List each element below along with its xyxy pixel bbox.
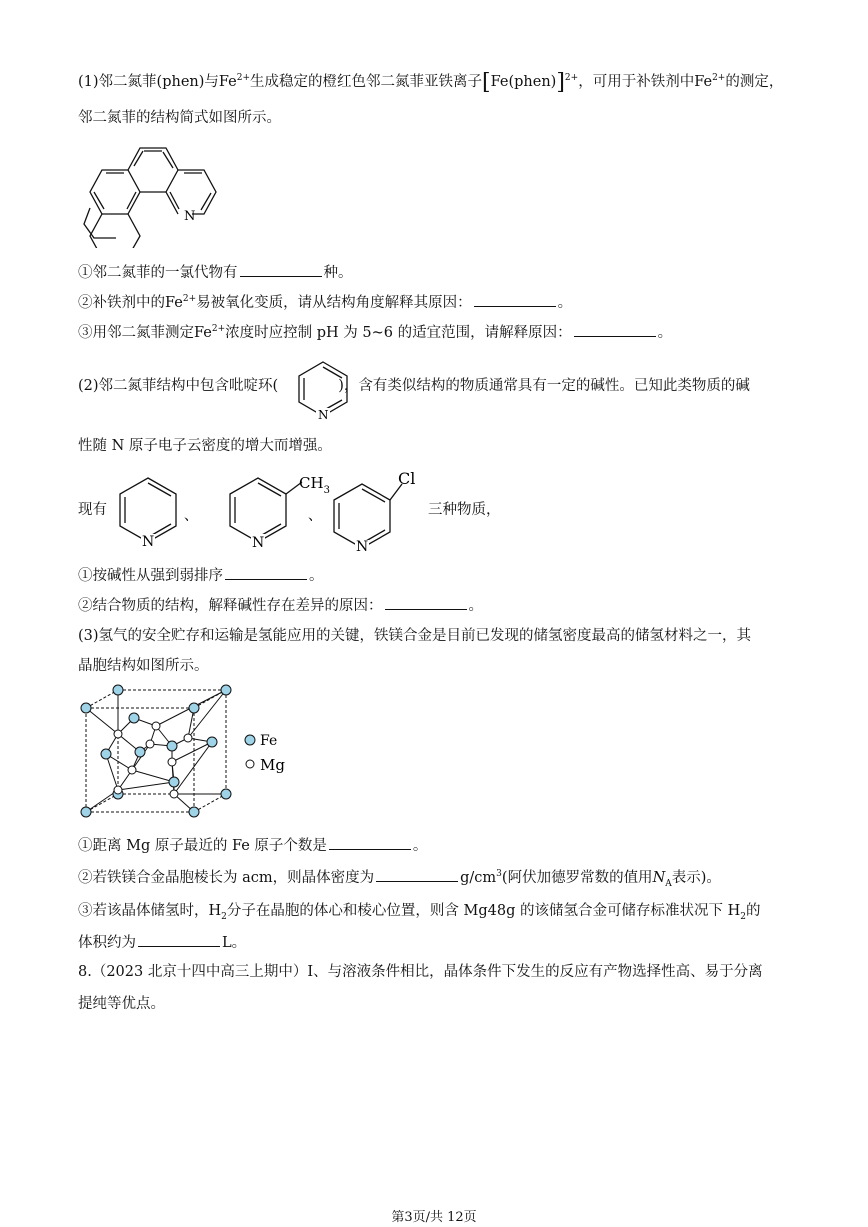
cell-edge — [86, 708, 118, 734]
answer-blank[interactable] — [138, 932, 220, 947]
q2-line1 — [78, 376, 798, 396]
text: 分子在晶胞的体心和棱心位置，则含 Mg48g 的该储氢合金可储存标准状况下 H — [226, 903, 741, 919]
subscript: A — [665, 878, 672, 889]
answer-blank[interactable] — [329, 835, 411, 850]
q8-line1: 8.（2023 北京十四中高三上期中）I、与溶液条件相比，晶体条件下发生的反应有产物选择性高、易于分离 — [78, 964, 763, 980]
fe-atom — [189, 703, 199, 713]
text: 。 — [557, 295, 573, 311]
fe-atom — [81, 807, 91, 817]
n-atom: N — [142, 534, 155, 550]
cell-edge — [118, 782, 174, 790]
mg-atom — [184, 734, 192, 742]
superscript: 2+ — [211, 324, 226, 335]
fe-atom — [169, 777, 179, 787]
ch-text: CH — [299, 474, 324, 492]
text: (2)邻二氮菲结构中包含吡啶环( — [78, 378, 279, 394]
page-footer: 第3页/共 12页 — [391, 1210, 477, 1225]
q2-three: 三种物质， — [428, 502, 501, 518]
mg-atom — [114, 730, 122, 738]
text: L。 — [222, 935, 247, 951]
subscript: 2 — [221, 911, 227, 922]
mg-atom — [168, 758, 176, 766]
cell-atoms — [81, 685, 231, 817]
methyl-label — [299, 474, 330, 496]
superscript: 2+ — [712, 73, 726, 84]
text: 的 — [745, 903, 761, 919]
n-atom: N — [356, 539, 369, 552]
text: (阿伏加德罗常数的值用 — [501, 870, 653, 886]
mg-atom — [128, 766, 136, 774]
text: (1)邻二氮菲(phen)与Fe — [78, 74, 237, 90]
legend-fe-label: Fe — [260, 733, 278, 749]
text: ①按碱性从强到弱排序 — [78, 568, 223, 584]
text: 。 — [412, 838, 428, 854]
answer-blank[interactable] — [225, 565, 307, 580]
q1-item3 — [78, 322, 798, 343]
n-atom: N — [252, 535, 265, 551]
text: ，可用于补铁剂中Fe — [578, 74, 713, 90]
crystal-cell — [78, 682, 298, 818]
q2-item1 — [78, 565, 798, 586]
separator: 、 — [184, 508, 198, 524]
fe-atom — [189, 807, 199, 817]
answer-blank[interactable] — [574, 322, 656, 337]
answer-blank[interactable] — [385, 595, 467, 610]
n-atom: N — [318, 408, 329, 420]
fe-atom — [135, 747, 145, 757]
text: 生成稳定的橙红色邻二氮菲亚铁离子 — [250, 74, 483, 90]
text: 表示)。 — [671, 870, 721, 886]
text: ①距离 Mg 原子最近的 Fe 原子个数是 — [78, 838, 327, 854]
fe-atom — [101, 749, 111, 759]
bracket-right: ] — [556, 70, 565, 95]
legend-mg-marker — [246, 760, 254, 768]
chlorine-label: Cl — [398, 470, 416, 488]
superscript: 3 — [496, 869, 502, 880]
bracket-left: [ — [482, 70, 491, 95]
cell-edge — [86, 690, 118, 708]
complex-label: Fe(phen) — [490, 74, 557, 90]
q8-line2: 提纯等优点。 — [78, 996, 165, 1012]
q3-item2 — [78, 867, 798, 888]
superscript: 2+ — [182, 294, 197, 305]
text: ①邻二氮菲的一氯代物有 — [78, 265, 238, 281]
text: 浓度时应控制 pH 为 5~6 的适宜范围，请解释原因： — [225, 325, 572, 341]
mg-atom — [170, 790, 178, 798]
fe-atom — [221, 685, 231, 695]
answer-blank[interactable] — [474, 292, 556, 307]
mg-atom — [146, 740, 154, 748]
pyridine-inline-structure — [292, 358, 354, 420]
separator: 、 — [308, 508, 322, 524]
q3-line2: 晶胞结构如图所示。 — [78, 658, 209, 674]
superscript: 2+ — [564, 73, 579, 84]
fe-atom — [81, 703, 91, 713]
answer-blank[interactable] — [376, 867, 458, 882]
cell-edge — [172, 742, 212, 762]
fe-atom — [207, 737, 217, 747]
three-pyridines — [112, 470, 442, 552]
answer-blank[interactable] — [240, 262, 322, 277]
text: 易被氧化变质，请从结构角度解释其原因： — [196, 295, 472, 311]
text: ③用邻二氮菲测定Fe — [78, 325, 212, 341]
text: 。 — [468, 598, 483, 614]
q3-item3-line2 — [78, 932, 798, 953]
cell-edge — [194, 794, 226, 812]
text: )，含有类似结构的物质通常具有一定的碱性。已知此类物质的碱 — [338, 378, 750, 394]
cell-edge — [174, 742, 212, 794]
mg-atom — [114, 786, 122, 794]
text: 种。 — [323, 265, 353, 281]
fe-atom — [113, 685, 123, 695]
q3-item1 — [78, 835, 798, 856]
subscript: 2 — [740, 911, 746, 922]
cell-edge — [132, 770, 174, 782]
text: ②若铁镁合金晶胞棱长为 acm，则晶体密度为 — [78, 870, 375, 886]
cell-edge — [106, 754, 118, 790]
q1-item1 — [78, 262, 798, 283]
legend-fe-marker — [245, 735, 255, 745]
q2-item2 — [78, 595, 798, 616]
avogadro-symbol: N — [652, 870, 666, 886]
q1-item2 — [78, 292, 798, 313]
legend-mg-label: Mg — [260, 756, 285, 774]
q2-exist: 现有 — [78, 502, 107, 518]
fe-atom — [129, 713, 139, 723]
q3-item3 — [78, 901, 798, 921]
q3-line1: (3)氢气的安全贮存和运输是氢能应用的关键，铁镁合金是目前已发现的储氢密度最高的储氢材料之一，其 — [78, 628, 752, 644]
mg-atom — [152, 722, 160, 730]
text: 的测定， — [725, 74, 784, 90]
text: ②补铁剂中的Fe — [78, 295, 183, 311]
phenanthroline-lower-ring — [80, 138, 220, 248]
text: ③若该晶体储氢时，H — [78, 903, 222, 919]
q2-line2: 性随 N 原子电子云密度的增大而增强。 — [78, 438, 332, 454]
n-atom: N — [184, 209, 196, 224]
fe-atom — [221, 789, 231, 799]
superscript: 2+ — [236, 73, 251, 84]
text: g/cm — [460, 870, 497, 886]
q1-line2: 邻二氮菲的结构简式如图所示。 — [78, 110, 281, 126]
text: 体积约为 — [78, 935, 136, 951]
subscript: 3 — [323, 485, 330, 496]
text: 。 — [309, 568, 324, 584]
q1-intro-line — [78, 72, 798, 93]
text: 。 — [657, 325, 673, 341]
fe-atom — [167, 741, 177, 751]
text: ②结合物质的结构，解释碱性存在差异的原因： — [78, 598, 383, 614]
